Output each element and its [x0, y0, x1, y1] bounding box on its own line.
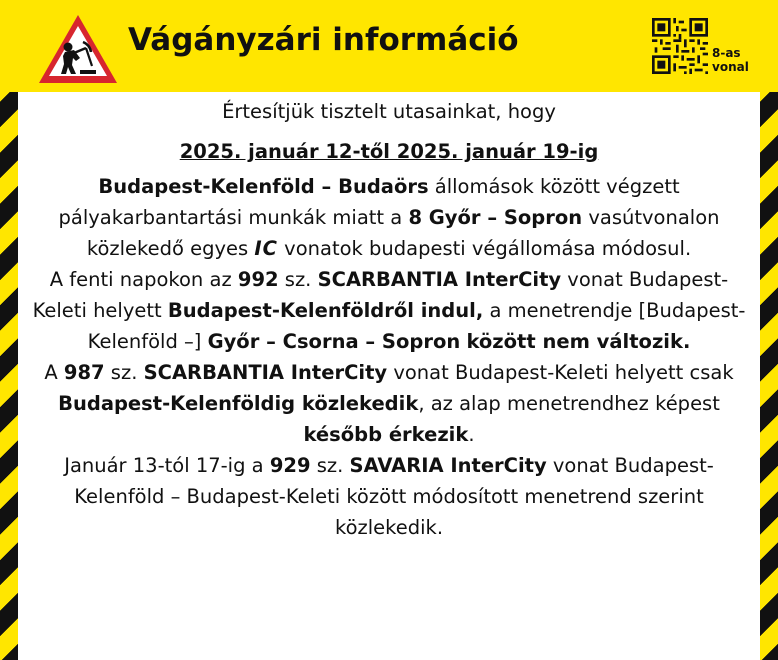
departure-change: Budapest-Kelenföldről indul, — [167, 299, 484, 322]
train-number: 987 — [63, 361, 105, 384]
header-banner — [0, 0, 778, 92]
line-label — [712, 46, 749, 74]
construction-worker-warning-icon — [36, 12, 120, 86]
line-label-word: vonal — [712, 60, 749, 74]
text-span: . — [468, 423, 475, 446]
text-span: A — [44, 361, 64, 384]
line-label-number: 8-as — [712, 46, 741, 60]
notice-body — [28, 96, 750, 543]
text-span: vasútvonalon közlekedő egyes — [86, 206, 720, 260]
paragraph-affected-section — [28, 171, 750, 264]
ic-badge: IC — [254, 237, 278, 260]
train-name: SCARBANTIA InterCity — [143, 361, 388, 384]
text-span: sz. — [310, 454, 350, 477]
text-span: , az alap menetrendhez képest — [418, 392, 720, 415]
date-range: 2025. január 12-től 2025. január 19-ig — [179, 140, 599, 163]
hazard-stripe-right — [760, 0, 778, 660]
text-span: vonatok budapesti végállomása módosul. — [277, 237, 692, 260]
train-name: SAVARIA InterCity — [349, 454, 547, 477]
text-span: Január 13-tól 17-ig a — [64, 454, 270, 477]
terminus-change: Budapest-Kelenföldig közlekedik — [58, 392, 419, 415]
text-span: sz. — [278, 268, 318, 291]
text-span: A fenti napokon az — [49, 268, 238, 291]
page-title: Vágányzári információ — [128, 22, 519, 58]
railway-line: 8 Győr – Sopron — [408, 206, 583, 229]
intro-text: Értesítjük tisztelt utasainkat, hogy — [222, 100, 556, 123]
text-span: állomások között végzett pályakarbantartási munkák miatt a — [58, 175, 680, 229]
text-span: sz. — [104, 361, 144, 384]
train-number: 992 — [237, 268, 279, 291]
route: Győr – Csorna – Sopron — [207, 330, 461, 353]
text-span: vonat Budapest-Keleti helyett — [32, 268, 729, 322]
affected-stations: Budapest-Kelenföld – Budaörs — [98, 175, 429, 198]
qr-code-icon[interactable] — [652, 18, 708, 74]
paragraph-train-992 — [28, 264, 750, 357]
train-number: 929 — [269, 454, 311, 477]
text-span: vonat Budapest-Keleti helyett csak — [387, 361, 734, 384]
timetable-unchanged: között nem változik. — [466, 330, 691, 353]
paragraph-train-987 — [28, 357, 750, 450]
hazard-stripe-left — [0, 0, 18, 660]
text-span: vonat Budapest-Kelenföld – Budapest-Keleti között módosított menetrend szerint közlekedik. — [74, 454, 714, 539]
train-name: SCARBANTIA InterCity — [317, 268, 562, 291]
paragraph-train-929 — [28, 450, 750, 543]
late-arrival: később érkezik — [303, 423, 469, 446]
text-span: a menetrendje [Budapest-Kelenföld –] — [87, 299, 746, 353]
